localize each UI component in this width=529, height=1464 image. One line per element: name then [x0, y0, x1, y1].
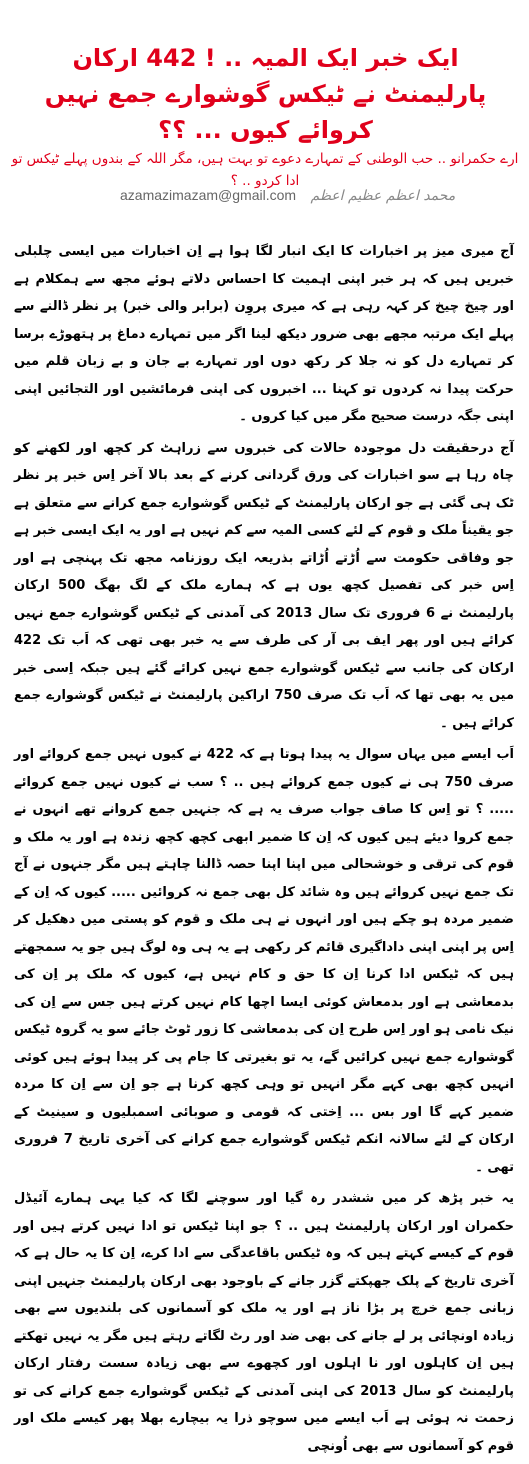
- article-subheadline: ارے حکمرانو .. حب الوطنی کے تمہارے دعوے تو بہت ہیں، مگر اللہ کے بندوں پہلے ٹیکس تو ادا کردو .. ؟: [11, 151, 519, 189]
- body-paragraph: اَب ایسے میں یہاں سوال یہ پیدا ہوتا ہے کہ 422 نے کیوں نہیں جمع کروائے اور صرف 750 ہی نے کیوں جمع کروائے ہیں .. ؟ سب نے کیوں نہیں جمع کروائے ..... ؟ تو اِس کا صاف جواب صرف یہ ہے کہ جنہیں جمع کروانے تھے انہوں نے جمع کروا دیئے ہیں کیوں کہ اِن کا ضمیر ابھی کچھ کچھ زندہ ہے اور یہ ملک و قوم کی ترقی و خوشحالی میں اپنا اپنا حصہ ڈالنا چاہتے ہیں مگر جنہوں نے آج تک جمع نہیں کروائے ہیں وہ شائد کل بھی جمع نہ کروائیں ..... کیوں کہ اِن کے ضمیر مردہ ہو چکے ہیں اور انہوں نے ہی ملک و قوم کو پستی میں دھکیل کر اِس پر اپنی اپنی داداگیری قائم کر رکھی ہے یہ ہی وہ لوگ ہیں جو یہ سمجھتے ہیں کہ ٹیکس ادا کرنا اِن کا حق و کام نہیں ہے، کیوں کہ ملک پر اِن کی بدمعاشی ہے اور بدمعاش کوئی ایسا اچھا کام نہیں کرتے ہیں جس سے اِن کی نیک نامی ہو اور اِس طرح اِن کی بدمعاشی کا زور ٹوٹ جائے سو یہ گروہ ٹیکس گوشوارے جمع نہیں کرائیں گے، یہ تو بغیرتی کا جام پی کر پیدا ہوئے ہیں کوئی انہیں کچھ بھی کہے مگر انہیں تو وہی کچھ کرنا ہے جو اِن سے اِن کا مردہ ضمیر کہے گا اور بس ... اِختی کہ قومی و صوبائی اسمبلیوں و سینیٹ کے ارکان کے لئے سالانہ انکم ٹیکس گوشوارے جمع کرانے کی آخری تاریخ 7 فروری تھی ۔: [14, 747, 515, 1175]
- author-byline: [120, 184, 456, 207]
- article-headline: ایک خبر ایک المیہ .. ! 442 ارکان پارلیمنٹ نے ٹیکس گوشوارے جمع نہیں کروائے کیوں ... ؟؟: [44, 44, 487, 144]
- body-paragraph: یہ خبر پڑھ کر میں ششدر رہ گیا اور سوچنے لگا کہ کیا یہی ہمارے آئیڈل حکمران اور ارکان پارلیمنٹ ہیں .. ؟ جو اپنا ٹیکس تو ادا نہیں کرتے ہیں اور قوم کے کیسے کہتے ہیں کہ وہ ٹیکس باقاعدگی سے ادا کرے، اِن کا یہ حال ہے کہ آخری تاریخ کے پلک جھپکتے گزر جانے کے باوجود بھی ارکان پارلیمنٹ جنہیں اپنی زبانی جمع خرچ پر بڑا ناز ہے اور یہ ملک کو آسمانوں کی بلندیوں سے بھی زیادہ اونچائی پر لے جانے کی بھی ضد اور رٹ لگاتے رہتے ہیں مگر یہ نہیں تھکتے ہیں اِن کاہلوں اور نا اہلوں اور کچھوے سے بھی زیادہ سست رفتار ارکان پارلیمنٹ کو سال 2013 کی اپنی آمدنی کے ٹیکس گوشوارے جمع کرانے کی تو زحمت نہ ہوئی ہے اَب ایسے میں سوچو ذرا یہ بیچارے بھلا پھر کیسے ملک اور قوم کو آسمانوں سے بھی اُونچی: [14, 1191, 514, 1454]
- body-paragraph: آج میری میز پر اخبارات کا ایک انبار لگا ہوا ہے اِن اخبارات میں ایسی چلبلی خبریں ہیں کہ ہر خبر اپنی اہمیت کا احساس دلاتے ہوئے مجھ سے ہمکلام ہے اور چیخ چیخ کر کہہ رہی ہے کہ میری پروِن (برابر والی خبر) پر نظر ڈالنے سے پہلے ایک مرتبہ مجھے بھی ضرور دیکھ لینا اگر میں تمہارے دماغ پر ہتھوڑے برسا کر تمہارے دل کو نہ جلا کر رکھ دوں اور تمہارے بے جان و بے زبان قلم میں حرکت پیدا نہ کردوں تو کہنا ... اخبروں کی اپنی فرمائشیں اور التجائیں اپنی اپنی جگہ درست صحیح مگر میں کیا کروں ۔: [14, 244, 514, 424]
- author-email[interactable]: azamazimazam@gmail.com: [120, 187, 297, 203]
- body-paragraph: آج درحقیقت دل موجودہ حالات کی خبروں سے زراہٹ کر کچھ اور لکھنے کو چاہ رہا ہے سو اخبارات کی ورق گردانی کرنے کے بعد بالا آخر اِس خبر پر نظر ٹک ہی گئی ہے جو ارکان پارلیمنٹ کے ٹیکس گوشوارے جمع کرانے سے متعلق ہے جو یقیناً ملک و قوم کے لئے کسی المیہ سے کم نہیں ہے اور یہ ایک ایسی خبر ہے جو وفاقی حکومت سے اُڑتے اُڑاتے بذریعہ ایک روزنامہ مجھ تک پہنچی ہے اور اِس خبر کی تفصیل کچھ یوں ہے کہ ہمارے ملک کے لگ بھگ 500 ارکان پارلیمنٹ نے 6 فروری تک سال 2013 کی آمدنی کے ٹیکس گوشوارے جمع نہیں کرائے ہیں اور پھر ایف بی آر کی طرف سے یہ خبر بھی تھی کہ اَب تک 422 ارکان کی جانب سے ٹیکس گوشوارے جمع نہیں کرائے گئے ہیں جبکہ اِسی خبر میں یہ بھی تھا کہ اَب تک صرف 750 اراکین پارلیمنٹ نے ٹیکس گوشوارے جمع کرائے ہیں ۔: [14, 440, 515, 731]
- article-body: [14, 238, 514, 1464]
- author-name: محمد اعظم عظیم اعظم: [310, 188, 456, 204]
